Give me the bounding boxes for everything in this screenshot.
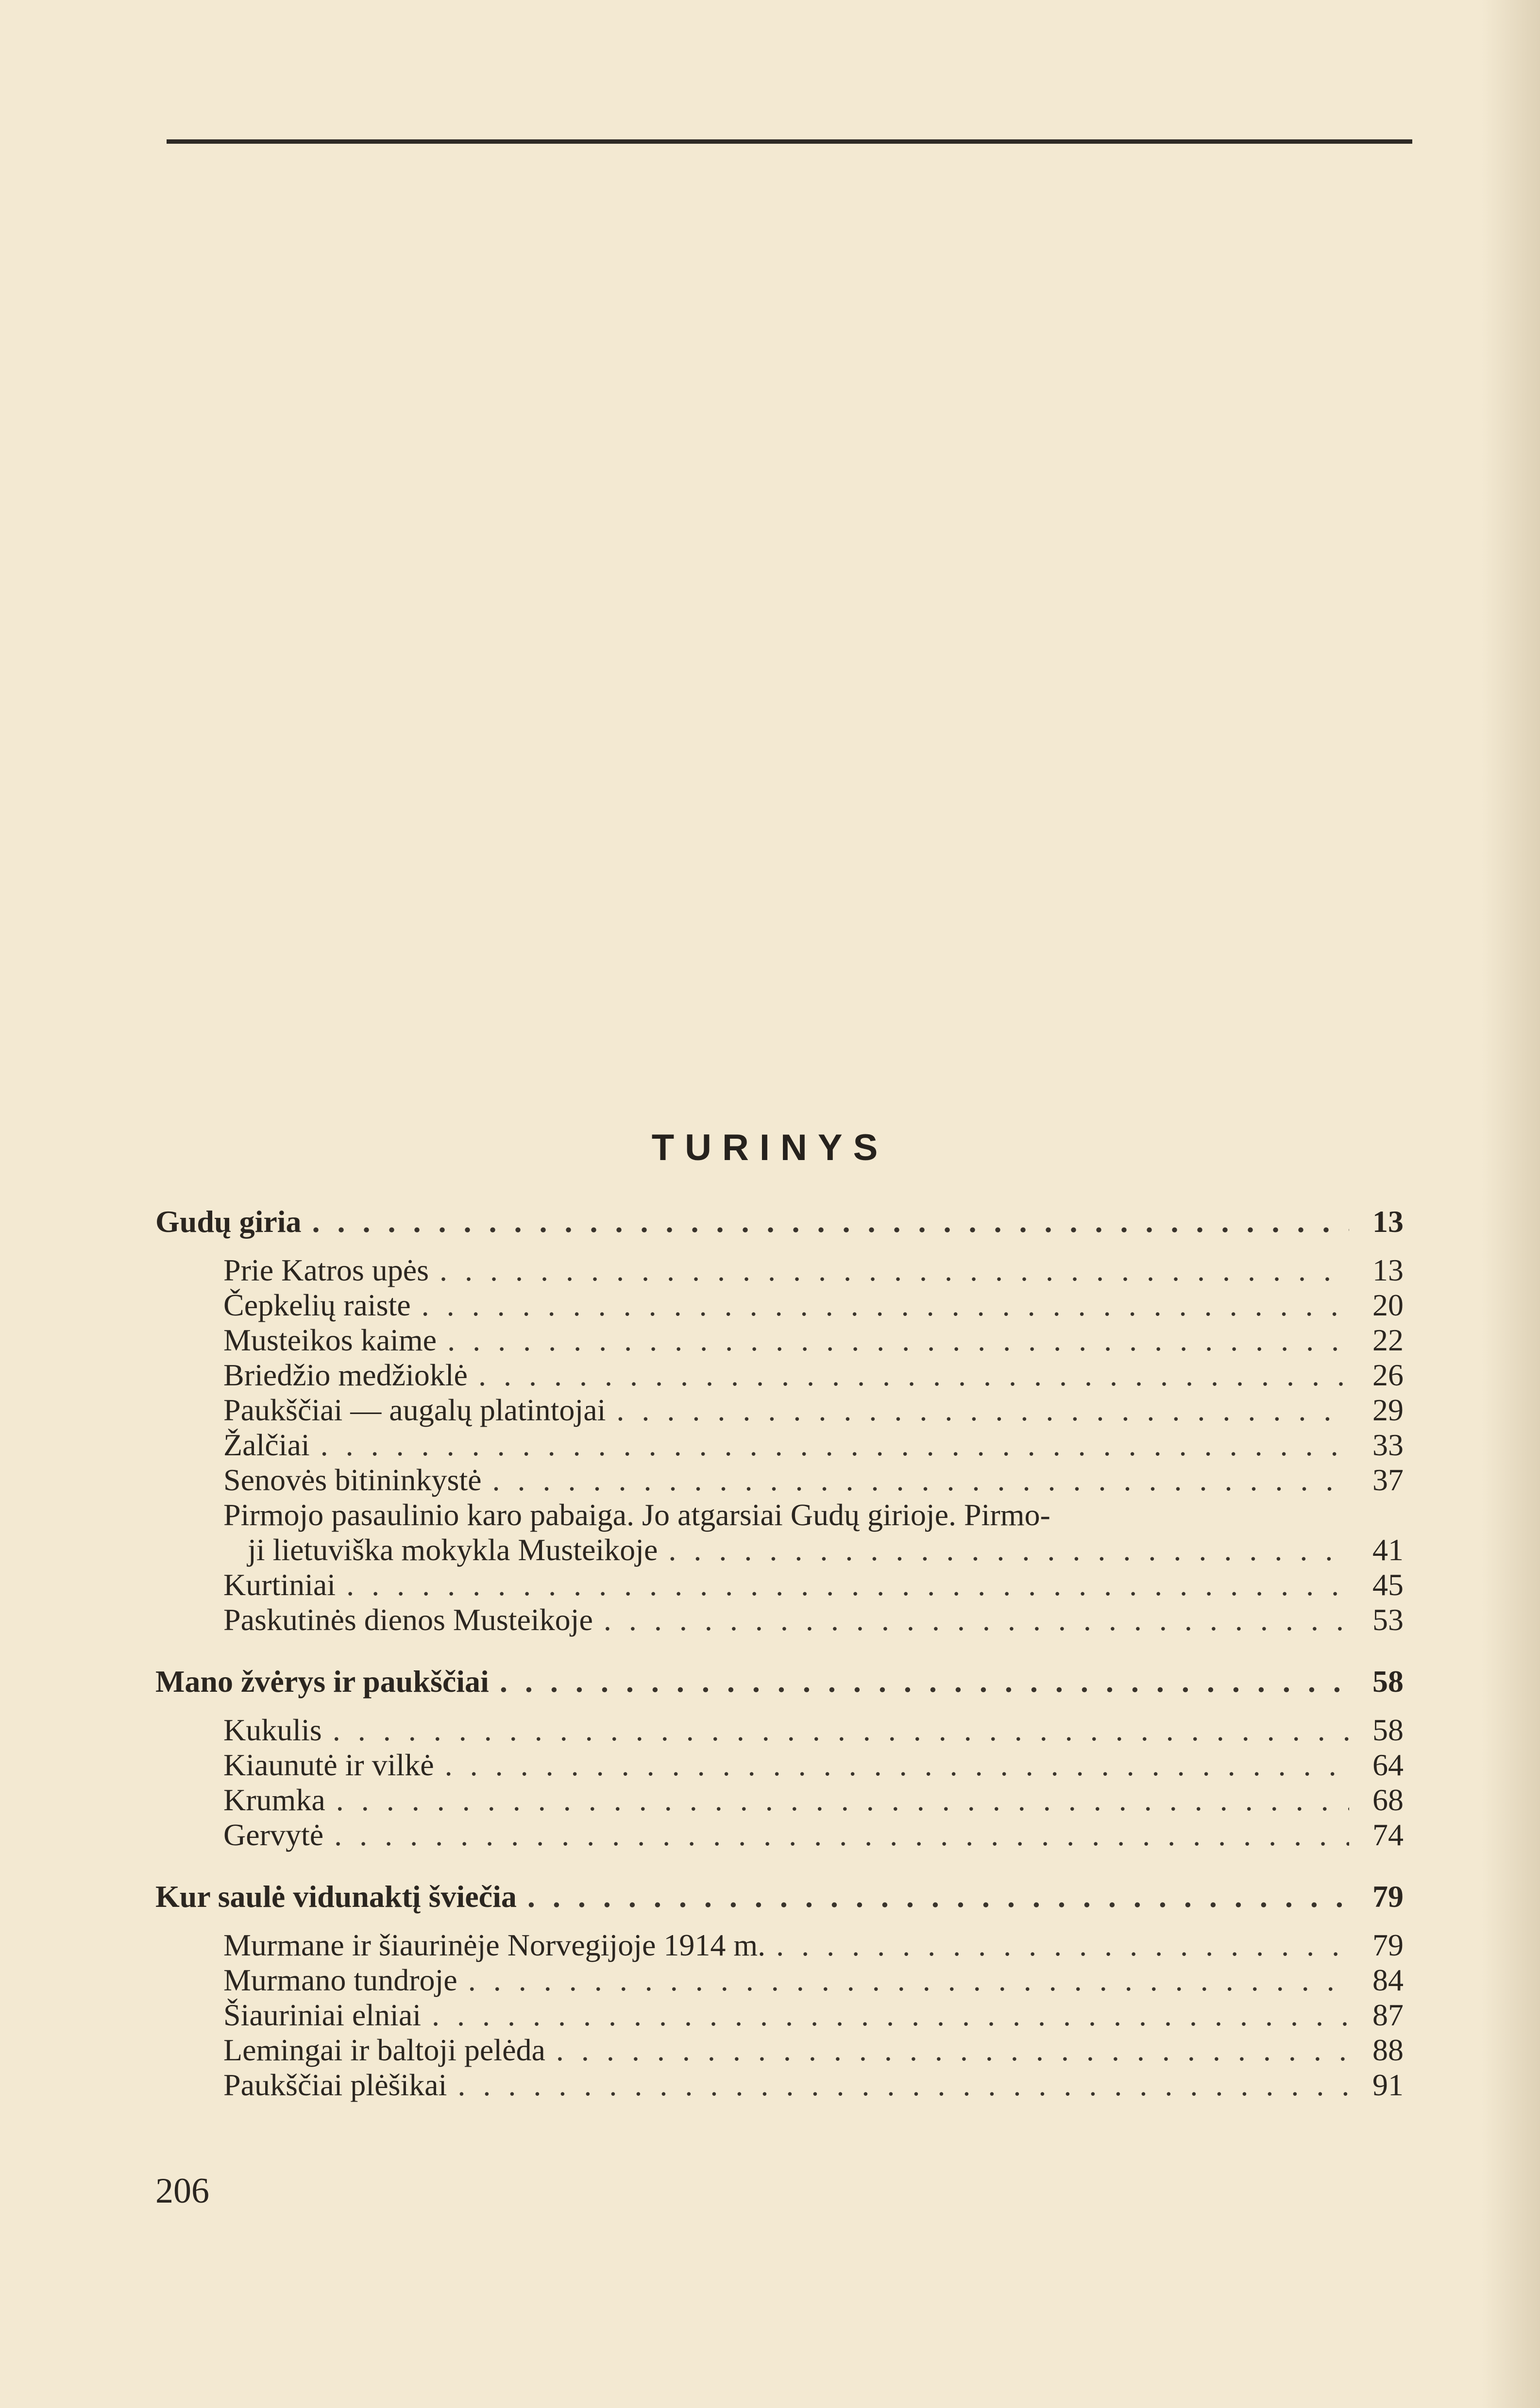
leader-dots [336, 1783, 1349, 1818]
leader-dots [468, 1963, 1349, 1998]
leader-dots [346, 1567, 1349, 1602]
toc-section-heading: Kur saulė vidunaktį šviečia . . . 79 [155, 1879, 1404, 1914]
leader-dots [776, 1928, 1349, 1963]
leader-dots [312, 1204, 1349, 1239]
leader-dots [556, 2033, 1349, 2068]
toc-entry: Čepkelių raiste . . . 20 [155, 1288, 1404, 1323]
leader-dots [440, 1253, 1349, 1288]
leader-dots [457, 2068, 1349, 2103]
toc-entry: Musteikos kaime . . . 22 [155, 1323, 1404, 1358]
toc-entry-wrapped-line1: Pirmojo pasaulinio karo pabaiga. Jo atgarsiai Gudų girioje. Pirmo- [223, 1498, 1050, 1532]
leader-dots [422, 1288, 1349, 1323]
toc-entry: Paskutinės dienos Musteikoje . . . 53 [155, 1602, 1404, 1637]
leader-dots [447, 1323, 1349, 1358]
toc-section-heading: Mano žvėrys ir paukščiai . . . 58 [155, 1664, 1404, 1699]
toc-entry: Žalčiai . . . 33 [155, 1428, 1404, 1463]
toc-entry: Senovės bitininkystė . . . 37 [155, 1463, 1404, 1498]
leader-dots [500, 1664, 1349, 1699]
page-number: 206 [155, 2171, 209, 2211]
toc-entry: Murmano tundroje . . . 84 [155, 1963, 1404, 1998]
toc-section-mano-zverys [155, 1664, 1404, 1852]
leader-dots [478, 1358, 1349, 1393]
toc-title: TURINYS [651, 1127, 889, 1168]
top-rule [167, 139, 1412, 144]
table-of-contents [155, 1204, 1404, 2129]
toc-entry: Paukščiai — augalų platintojai . . . 29 [155, 1393, 1404, 1428]
toc-section-heading: Gudų giria . . . 13 [155, 1204, 1404, 1239]
toc-entry: Krumka . . . 68 [155, 1783, 1404, 1818]
leader-dots [334, 1818, 1349, 1852]
leader-dots [527, 1879, 1349, 1914]
toc-entry: Lemingai ir baltoji pelėda . . . 88 [155, 2033, 1404, 2068]
toc-section-gudu-giria [155, 1204, 1404, 1637]
leader-dots [492, 1463, 1349, 1498]
toc-entry: Kiaunutė ir vilkė . . . 64 [155, 1748, 1404, 1783]
leader-dots [445, 1748, 1349, 1783]
leader-dots [333, 1713, 1349, 1748]
toc-entry-wrapped-line2: ji lietuviška mokykla Musteikoje . . . 41 [155, 1532, 1404, 1567]
toc-entry: Paukščiai plėšikai . . . 91 [155, 2068, 1404, 2103]
toc-section-kur-saule [155, 1879, 1404, 2103]
toc-entry: Murmane ir šiaurinėje Norvegijoje 1914 m. . . . 79 [155, 1928, 1404, 1963]
leader-dots [668, 1532, 1349, 1567]
leader-dots [432, 1998, 1349, 2033]
toc-entry: Kukulis . . . 58 [155, 1713, 1404, 1748]
page-edge-shadow [1482, 0, 1540, 2408]
leader-dots [616, 1393, 1349, 1428]
toc-entry: Prie Katros upės . . . 13 [155, 1253, 1404, 1288]
toc-entry: Briedžio medžioklė . . . 26 [155, 1358, 1404, 1393]
toc-entry: Kurtiniai . . . 45 [155, 1567, 1404, 1602]
leader-dots [321, 1428, 1349, 1463]
toc-entry: Gervytė . . . 74 [155, 1818, 1404, 1852]
toc-entry: Šiauriniai elniai . . . 87 [155, 1998, 1404, 2033]
leader-dots [604, 1602, 1349, 1637]
